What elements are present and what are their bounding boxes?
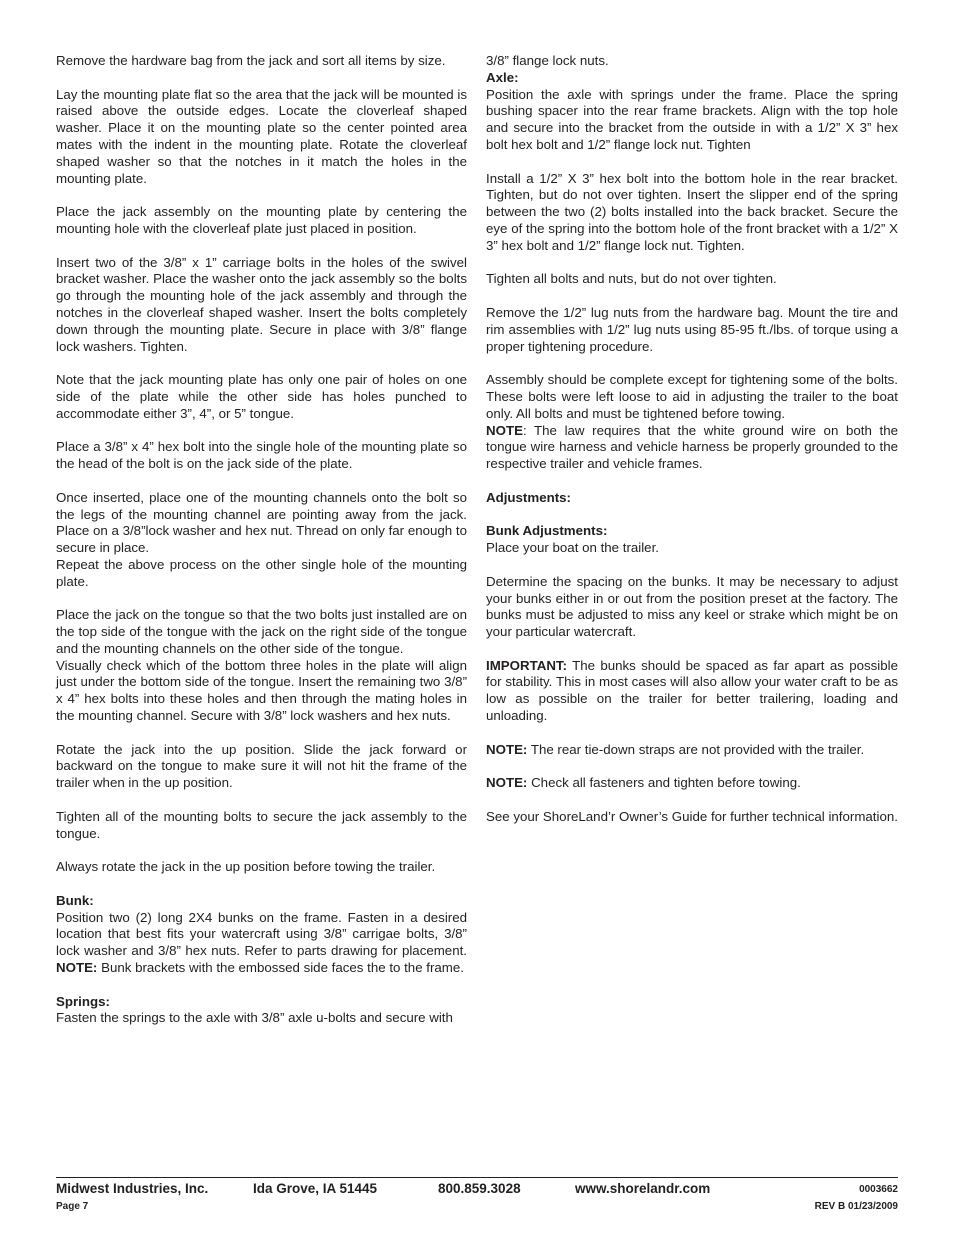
footer-doc-number: 0003662 <box>859 1184 898 1195</box>
footer-page-number: Page 7 <box>56 1201 89 1212</box>
important-label: IMPORTANT: <box>486 657 568 673</box>
paragraph-install-hex-bolt: Install a 1/2” X 3” hex bolt into the bottom hole in the rear bracket. Tighten, but do not over tighten. Insert the slipper end of the spring between the two (2) bolts installed into the back bracket. Secure the eye of the spring into the bottom hole of the front bracket with a 1/2” X 3” hex bolt and 1/2” flange lock nut. Tighten. <box>486 170 898 253</box>
paragraph-hex-bolt: Place a 3/8” x 4” hex bolt into the single hole of the mounting plate so the head of the bolt is on the jack side of the plate. <box>56 439 467 472</box>
paragraph-mounting-channel: Once inserted, place one of the mounting channels onto the bolt so the legs of the mounting channel are pointing away from the jack. Place on a 3/8”lock washer and hex nut. Thread on only far enough to secure in place. <box>56 489 467 556</box>
ground-note-text: : The law requires that the white ground wire on both the tongue wire harness and vehicle harness be properly grounded to the respective trailer and vehicle frames. <box>486 422 898 472</box>
footer-company: Midwest Industries, Inc. <box>56 1181 209 1196</box>
paragraph-carriage-bolts: Insert two of the 3/8” x 1” carriage bolts in the holes of the swivel bracket washer. Place the washer onto the jack assembly so the bolts go through the mounting hole of the jack assembly and through the notches in the cloverleaf shaped washer. Insert the bolts completely down through the mounting plate. Secure in place with 3/8” flange lock washers. Tighten. <box>56 254 467 354</box>
paragraph-fasteners-note <box>486 775 898 792</box>
tie-down-note-label: NOTE: <box>486 741 528 757</box>
paragraph-hardware-bag: Remove the hardware bag from the jack and sort all items by size. <box>56 53 446 68</box>
important-text: The bunks should be spaced as far apart as possible for stability. This in most cases will also allow your water craft to be as low as possible on the trailer for better trailering, loading and unloading. <box>486 657 898 724</box>
paragraph-mounting-plate: Lay the mounting plate flat so the area that the jack will be mounted is raised above the outside edges. Locate the cloverleaf shaped washer. Place it on the mounting plate so the center pointed area mates with the indent in the mounting plate. Rotate the cloverleaf shaped washer so that the notches in it match the holes in the mounting plate. <box>56 86 467 186</box>
springs-continued: 3/8” flange lock nuts. <box>486 53 609 68</box>
paragraph-plate-holes-note: Note that the jack mounting plate has only one pair of holes on one side of the plate while the other side has holes punched to accommodate either 3”, 4”, or 5” tongue. <box>56 372 467 421</box>
fasteners-note-label: NOTE: <box>486 775 528 791</box>
bunk-adjustments-text: Place your boat on the trailer. <box>486 540 659 556</box>
footer-phone: 800.859.3028 <box>438 1181 521 1196</box>
fasteners-note-text: Check all fasteners and tighten before towing. <box>527 775 801 791</box>
right-column <box>486 53 898 842</box>
bunk-adjustments-heading: Bunk Adjustments: <box>486 523 608 539</box>
ground-note-label: NOTE <box>486 422 523 438</box>
bunk-text: Position two (2) long 2X4 bunks on the frame. Fasten in a desired location that best fits your watercraft using 3/8” carrigae bolts, 3/8” lock washer and 3/8” hex nuts. Refer to parts drawing for placement. <box>56 909 467 959</box>
footer-city: Ida Grove, IA 51445 <box>253 1181 378 1196</box>
paragraph-tighten-all: Tighten all bolts and nuts, but do not over tighten. <box>486 271 777 287</box>
tie-down-note-text: The rear tie-down straps are not provided with the trailer. <box>527 741 865 757</box>
axle-text: Position the axle with springs under the frame. Place the spring bushing spacer into the rear frame brackets. Align with the top hole and secure into the bracket from the outside in with a 1/2” X 3” hex bolt hex bolt and 1/2” flange lock nut. Tighten <box>486 86 898 152</box>
section-axle <box>486 70 898 154</box>
paragraph-important <box>486 658 898 725</box>
section-bunk <box>56 893 467 977</box>
paragraph-owners-guide: See your ShoreLand’r Owner’s Guide for further technical information. <box>486 808 898 824</box>
paragraph-visual-check: Visually check which of the bottom three holes in the plate will align just under the bottom side of the tongue. Insert the remaining two 3/8” x 4” hex bolts into these holes and then through the mating holes in the mounting channel. Secure with 3/8” lock washers and hex nuts. <box>56 657 467 724</box>
footer-revision: REV B 01/23/2009 <box>814 1201 898 1212</box>
paragraph-tighten-mounting: Tighten all of the mounting bolts to secure the jack assembly to the tongue. <box>56 808 467 841</box>
bunk-note-text: Bunk brackets with the embossed side faces the to the frame. <box>97 960 464 976</box>
paragraph-jack-on-tongue: Place the jack on the tongue so that the two bolts just installed are on the top side of the tongue with the jack on the right side of the tongue and the mounting channels on the other side of the tongue. <box>56 607 467 656</box>
section-springs <box>56 994 467 1028</box>
bunk-heading: Bunk: <box>56 892 94 908</box>
paragraph-assembly-complete <box>486 372 898 473</box>
section-bunk-adjustments <box>486 523 898 557</box>
paragraph-always-rotate: Always rotate the jack in the up position before towing the trailer. <box>56 859 436 875</box>
paragraph-jack-assembly: Place the jack assembly on the mounting plate by centering the mounting hole with the cloverleaf plate just placed in position. <box>56 204 467 236</box>
bunk-note-label: NOTE: <box>56 960 98 976</box>
axle-heading: Axle: <box>486 69 519 85</box>
footer-website: www.shorelandr.com <box>575 1181 711 1196</box>
springs-heading: Springs: <box>56 993 110 1009</box>
paragraph-tie-down-note <box>486 742 898 759</box>
paragraph-bunk-spacing: Determine the spacing on the bunks. It may be necessary to adjust your bunks either in or out from the position preset at the factory. The bunks must be adjusted to miss any keel or strake which might be on your particular watercraft. <box>486 573 898 640</box>
paragraph-repeat-process: Repeat the above process on the other single hole of the mounting plate. <box>56 556 467 589</box>
springs-text: Fasten the springs to the axle with 3/8” axle u-bolts and secure with <box>56 1010 453 1026</box>
paragraph-rotate-jack: Rotate the jack into the up position. Slide the jack forward or backward on the tongue to make sure it will not hit the frame of the trailer when in the up position. <box>56 741 467 791</box>
adjustments-heading: Adjustments: <box>486 489 571 505</box>
paragraph-lug-nuts: Remove the 1/2” lug nuts from the hardware bag. Mount the tire and rim assemblies with 1/2” lug nuts using 85-95 ft./lbs. of torque using a proper tightening procedure. <box>486 304 898 354</box>
left-column <box>56 53 467 1044</box>
footer-rule <box>56 1177 898 1178</box>
assembly-text: Assembly should be complete except for tightening some of the bolts. These bolts were left loose to aid in adjusting the trailer to the boat only. All bolts and must be tightened before towing. <box>486 372 898 421</box>
